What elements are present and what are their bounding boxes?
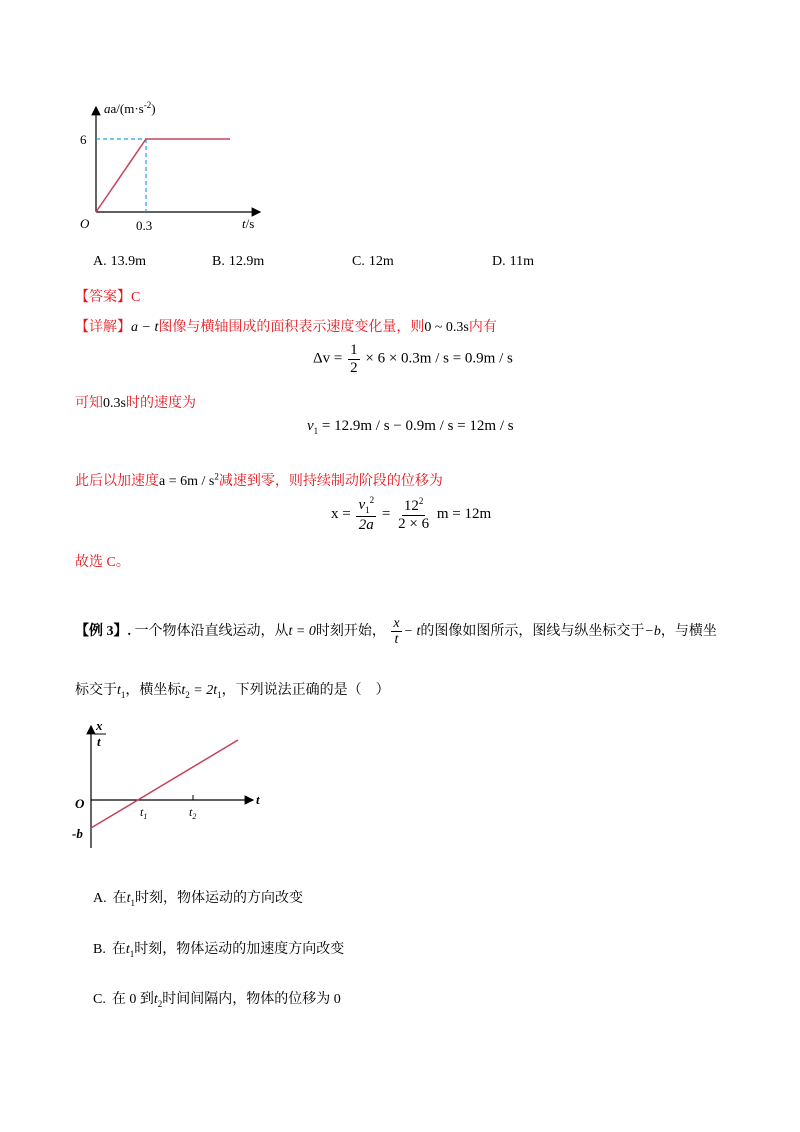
detail-intro: 【详解】a − t图像与横轴围成的面积表示速度变化量，则0 ~ 0.3s内有 — [75, 320, 497, 335]
example3-line1: 【例 3】. 一个物体沿直线运动，从t = 0时刻开始， $\frac{x}{t}$ − t的图像如图所示，图线与纵坐标交于−b，与横坐 — [75, 616, 717, 648]
x-axis-label: t — [256, 792, 260, 807]
option-c[interactable]: C. 12m — [352, 254, 394, 269]
option-a[interactable]: A. 13.9m — [93, 254, 147, 269]
velocity-intro: 可知0.3s时的速度为 — [75, 396, 196, 411]
example3-option-a[interactable]: A. 在$t_1$时刻，物体运动的方向改变 — [93, 891, 304, 908]
y-tick-6: 6 — [80, 132, 87, 147]
x-tick-0.3: 0.3 — [136, 218, 153, 233]
deceleration-intro: 此后以加速度$a = 6m / s^2$减速到零，则持续制动阶段的位移为 — [75, 471, 443, 489]
option-b[interactable]: B. 12.9m — [212, 254, 265, 269]
acceleration-time-graph — [70, 95, 270, 240]
conclusion: 故选 C。 — [75, 555, 130, 570]
y-axis-label-den: t — [97, 734, 101, 749]
example3-line2: 标交于$t_1$，横坐标$t_2 = 2t_1$，下列说法正确的是（ ） — [75, 683, 390, 700]
acceleration-line — [96, 139, 230, 212]
x-axis-label: t/s — [242, 216, 255, 231]
neg-b-label: -b — [72, 826, 83, 841]
origin-label: O — [75, 796, 85, 811]
equation-delta-v: Δv = $\frac{1}{2}$ × 6 × 0.3m / s = 0.9m / s — [313, 342, 513, 376]
equation-displacement: x = $\frac{v_1^2}{2a}$ = $\frac{12^2}{2 \times 6}$ m = 12m — [331, 495, 492, 533]
t1-label: $t_1$ — [140, 805, 148, 821]
y-axis-label-num: x — [96, 718, 103, 733]
x-over-t-graph — [65, 718, 275, 858]
y-axis-label: $aa/(m\cdot s^{-2})$ — [104, 100, 156, 116]
example3-option-b[interactable]: B. 在$t_1$时刻，物体运动的加速度方向改变 — [93, 942, 345, 959]
option-d[interactable]: D. 11m — [492, 254, 534, 269]
origin-label: O — [80, 216, 90, 231]
t2-label: $t_2$ — [189, 805, 197, 821]
equation-v1: $v_1 = 12.9m / s - 0.9m / s = 12m / s$ — [307, 418, 514, 436]
answer-line: 【答案】C — [75, 290, 141, 305]
x-over-t-line — [91, 740, 238, 828]
example3-option-c[interactable]: C. 在 0 到$t_2$时间间隔内，物体的位移为 0 — [93, 992, 341, 1009]
